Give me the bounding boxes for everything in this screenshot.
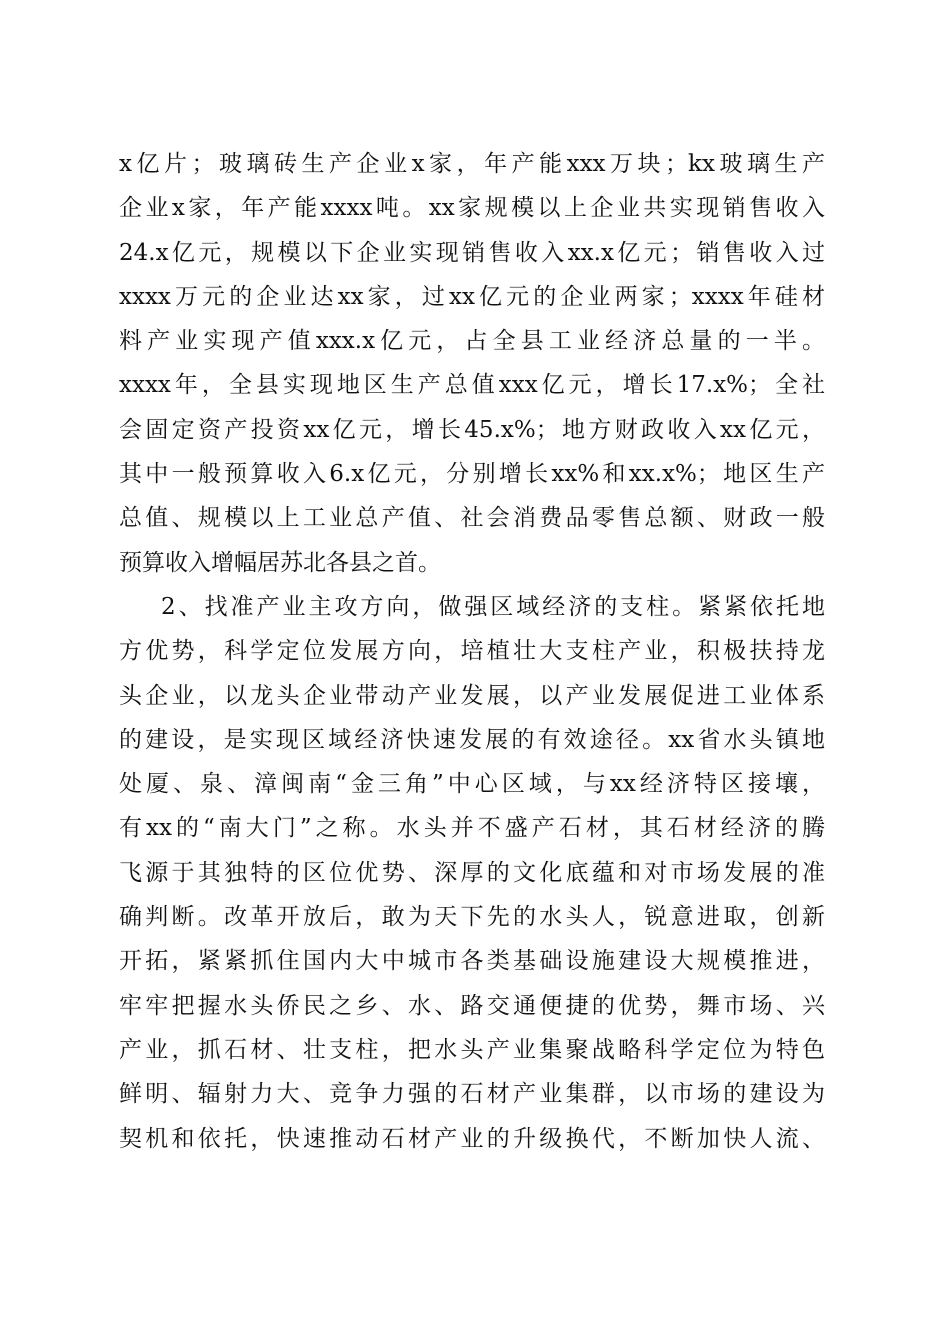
text-line: 开拓，紧紧抓住国内大中城市各类基础设施建设大规模推进，	[119, 948, 825, 975]
paragraph-end-line: 预算收入增幅居苏北各县之首。	[119, 549, 441, 576]
text-line: 会固定资产投资xx亿元，增长45.x%；地方财政收入xx亿元，	[119, 416, 825, 443]
text-line: 处厦、泉、漳闽南“金三角”中心区域，与xx经济特区接壤，	[119, 771, 825, 798]
text-line: xxxx年，全县实现地区生产总值xxx亿元，增长17.x%；全社	[119, 372, 825, 399]
text-line: 飞源于其独特的区位优势、深厚的文化底蕴和对市场发展的准	[119, 859, 825, 886]
text-line: 产业，抓石材、壮支柱，把水头产业集聚战略科学定位为特色	[119, 1036, 825, 1063]
text-line: x亿片；玻璃砖生产企业x家，年产能xxx万块；kx玻璃生产	[119, 151, 825, 177]
text-line: 总值、规模以上工业总产值、社会消费品零售总额、财政一般	[119, 505, 825, 532]
text-line: 头企业，以龙头企业带动产业发展，以产业发展促进工业体系	[119, 682, 825, 709]
text-line: 其中一般预算收入6.x亿元，分别增长xx%和xx.x%；地区生产	[119, 461, 825, 488]
text-line: 确判断。改革开放后，敢为天下先的水头人，锐意进取，创新	[119, 904, 825, 931]
text-line: 料产业实现产值xxx.x亿元，占全县工业经济总量的一半。	[119, 328, 825, 355]
text-line: 牢牢把握水头侨民之乡、水、路交通便捷的优势，舞市场、兴	[119, 992, 825, 1019]
text-line: 有xx的“南大门”之称。水头并不盛产石材，其石材经济的腾	[119, 815, 825, 842]
body-text	[119, 142, 825, 1161]
text-line: 24.x亿元，规模以下企业实现销售收入xx.x亿元；销售收入过	[119, 239, 825, 266]
text-line: 方优势，科学定位发展方向，培植壮大支柱产业，积极扶持龙	[119, 638, 825, 665]
text-line: 契机和依托，快速推动石材产业的升级换代，不断加快人流、	[119, 1125, 825, 1152]
text-line: 的建设，是实现区域经济快速发展的有效途径。xx省水头镇地	[119, 726, 825, 753]
text-line: xxxx万元的企业达xx家，过xx亿元的企业两家；xxxx年硅材	[119, 283, 825, 310]
text-line: 鲜明、辐射力大、竞争力强的石材产业集群，以市场的建设为	[119, 1081, 825, 1108]
paragraph-start-line: 2、找准产业主攻方向，做强区域经济的支柱。紧紧依托地	[161, 593, 825, 620]
text-line: 企业x家，年产能xxxx吨。xx家规模以上企业共实现销售收入	[119, 195, 825, 222]
